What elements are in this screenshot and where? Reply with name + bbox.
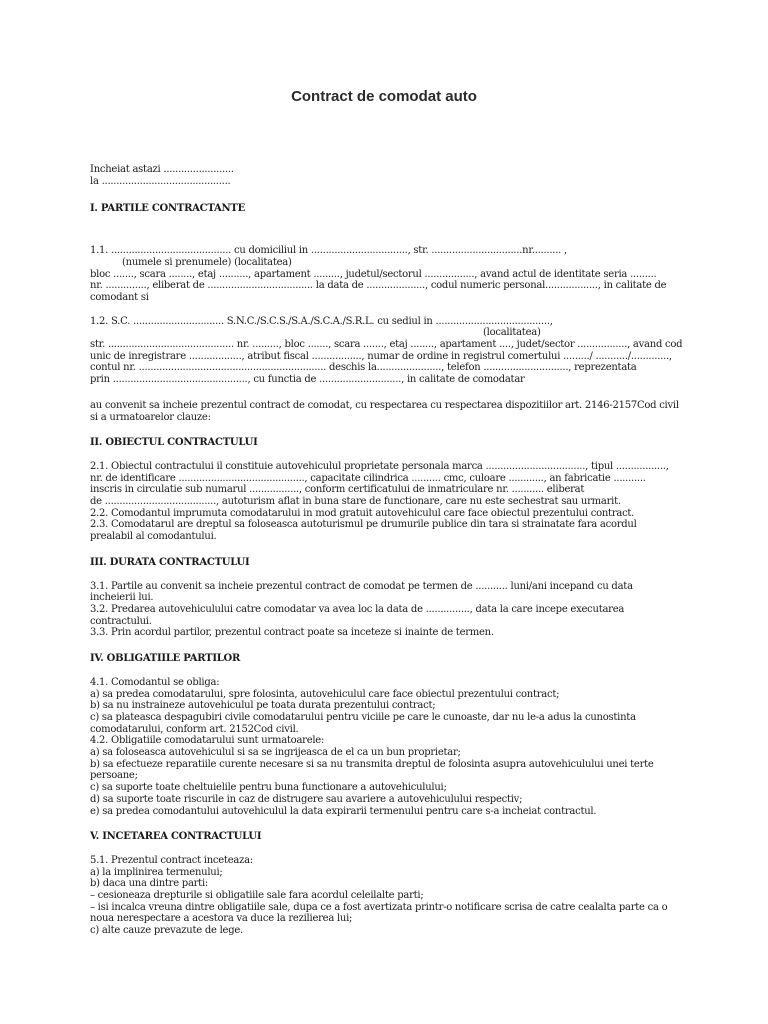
- section-heading-duration: III. DURATA CONTRACTULUI: [90, 556, 250, 568]
- party1-line: comodant si: [90, 291, 149, 303]
- duration-line: 3.1. Partile au convenit sa incheie prezentul contract de comodat pe termen de ........... luni/ani incepand cu data: [90, 580, 633, 592]
- duration-line: 3.2. Predarea autovehiculului catre comodatar va avea loc la data de ..............., data la care incepe executarea: [90, 603, 625, 615]
- object-line: inscris in circulatie sub numarul ................., conform certificatului de inmatriculare nr. ........... eliberat: [90, 484, 585, 496]
- termination-line: c) alte cauze prevazute de lege.: [90, 925, 243, 937]
- party2-line: prin .............................................., cu functia de ............................, in calitate de comodatar: [90, 374, 525, 386]
- party1-line: 1.1. ......................................... cu domiciliul in ................................., str. ...............................nr.......... ,: [90, 245, 567, 257]
- obligations-line: 4.1. Comodantul se obliga:: [90, 676, 220, 688]
- termination-line: b) daca una dintre parti:: [90, 878, 209, 890]
- duration-line: incheierii lui.: [90, 592, 154, 604]
- obligations-line: b) sa nu instraineze autovehiculul pe toata durata prezentului contract;: [90, 700, 436, 712]
- object-line: 2.2. Comodantul imprumuta comodatarului in mod gratuit autovehiculul care face obiectul prezentului contract.: [90, 507, 635, 519]
- party2-line: contul nr. ................................................................ deschis la......................, telefon ............................., reprezentata: [90, 362, 637, 374]
- party2-line: 1.2. S.C. ............................... S.N.C./S.C.S./S.A./S.C.A./S.R.L. cu sediul in .......................................,: [90, 315, 553, 327]
- object-line: nr. de identificare ..........................................., capacitate cilindrica .......... cmc, culoare ............, an fabricatie ...........: [90, 472, 646, 484]
- duration-line: 3.3. Prin acordul partilor, prezentul contract poate sa inceteze si inainte de termen.: [90, 627, 494, 639]
- obligations-line: d) sa suporte toate riscurile in caz de distrugere sau avariere a autovehiculului respectiv;: [90, 793, 523, 805]
- obligations-line: c) sa suporte toate cheltuielile pentru buna functionare a autovehiculului;: [90, 782, 447, 794]
- obligations-line: persoane;: [90, 770, 138, 782]
- party2-line: unic de inregistrare .................., atribut fiscal ................., numar de ordine in registrul comertului ........./ .........../.............,: [90, 350, 672, 362]
- agreement-line: si a urmatoarelor clauze:: [90, 411, 211, 423]
- party2-caption: (localitatea): [483, 327, 541, 339]
- intro-place-line: la ............................................: [90, 175, 231, 187]
- party1-caption: (numele si prenumele) (localitatea): [122, 256, 292, 268]
- obligations-line: a) sa foloseasca autovehiculul si sa se ingrijeasca de el ca un bun proprietar;: [90, 747, 461, 759]
- section-heading-object: II. OBIECTUL CONTRACTULUI: [90, 437, 258, 449]
- party1-line: nr. .............., eliberat de .................................... la data de ...................., codul numeric personal.................., in calitate de: [90, 280, 667, 292]
- object-line: 2.3. Comodatarul are dreptul sa foloseasca autoturismul pe drumurile publice din tara si strainatate fara acordul: [90, 519, 637, 531]
- obligations-line: a) sa predea comodatarului, spre folosinta, autovehiculul care face obiectul prezentului contract;: [90, 688, 560, 700]
- obligations-line: e) sa predea comodantului autovehiculul la data expirarii termenului pentru care s-a incheiat contractul.: [90, 805, 597, 817]
- obligations-line: b) sa efectueze reparatiile curente necesare si sa nu transmita dreptul de folosinta asupra autovehiculului unei terte: [90, 758, 654, 770]
- termination-line: noua nerespectare a acestora va duce la rezilierea lui;: [90, 913, 353, 925]
- termination-line: 5.1. Prezentul contract inceteaza:: [90, 854, 253, 866]
- object-line: de ......................................, autoturism aflat in buna stare de functionare, care nu este sechestrat sau urmarit.: [90, 496, 621, 508]
- object-line: 2.1. Obiectul contractului il constituie autovehiculul proprietate personala marca .................................., tipul .................,: [90, 460, 669, 472]
- obligations-line: 4.2. Obligatiile comodatarului sunt urmatoarele:: [90, 735, 325, 747]
- document-title: Contract de comodat auto: [291, 88, 477, 105]
- agreement-line: au convenit sa incheie prezentul contract de comodat, cu respectarea cu respectarea dispozitiilor art. 2146-2157Cod civil: [90, 399, 679, 411]
- party1-line: bloc ......., scara ........, etaj .........., apartament ........., judetul/sectorul ................., avand actul de identitate seria .........: [90, 268, 657, 280]
- termination-line: a) la implinirea termenului;: [90, 866, 223, 878]
- document-body: [90, 164, 690, 937]
- duration-line: contractului.: [90, 615, 152, 627]
- obligations-line: c) sa plateasca despagubiri civile comodatarului pentru viciile pe care le cunoaste, dar nu le-a adus la cunostinta: [90, 711, 636, 723]
- obligations-line: comodatarului, conform art. 2152Cod civil.: [90, 723, 299, 735]
- section-heading-termination: V. INCETAREA CONTRACTULUI: [90, 831, 262, 843]
- section-heading-obligations: IV. OBLIGATIILE PARTILOR: [90, 653, 241, 665]
- section-heading-parties: I. PARTILE CONTRACTANTE: [90, 203, 245, 215]
- termination-line: – isi incalca vreuna dintre obligatiile sale, dupa ce a fost avertizata printr-o notificare scrisa de catre cealalta parte ca o: [90, 901, 668, 913]
- termination-line: – cesioneaza drepturile si obligatiile sale fara acordul celeilalte parti;: [90, 890, 424, 902]
- party2-line: str. ........................................... nr. ........., bloc ......., scara ......., etaj ........, apartament ...., judet/sector ................., avand cod: [90, 339, 683, 351]
- intro-date-line: Incheiat astazi ........................: [90, 164, 234, 175]
- object-line: prealabil al comodantului.: [90, 531, 217, 543]
